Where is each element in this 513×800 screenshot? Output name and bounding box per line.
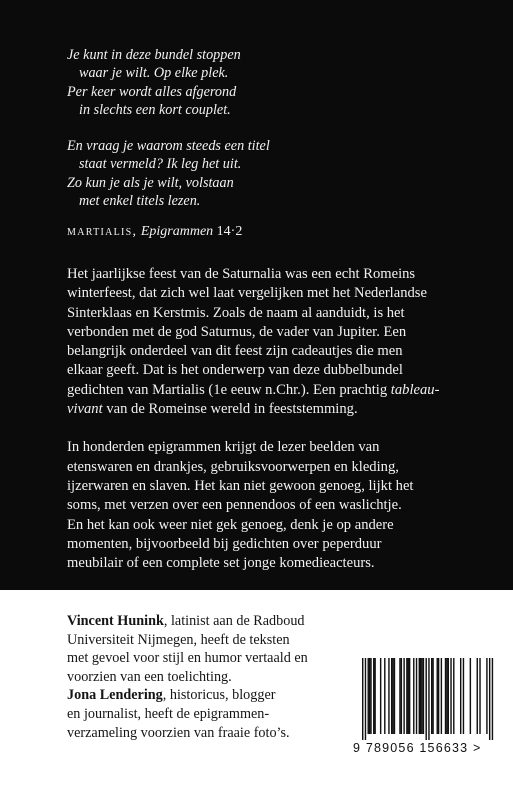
barcode-bar bbox=[399, 658, 400, 734]
barcode-bar bbox=[428, 658, 429, 740]
bio-line: verzameling voorzien van fraaie foto’s. bbox=[67, 724, 290, 741]
barcode-bar bbox=[370, 658, 371, 734]
barcode-bar bbox=[406, 658, 407, 734]
isbn-number: 9 789056 156633 > bbox=[353, 741, 482, 755]
barcode-bar bbox=[432, 658, 433, 734]
barcode-bar bbox=[486, 658, 487, 734]
barcode-bar bbox=[477, 658, 478, 734]
barcode-bar bbox=[416, 658, 417, 734]
barcode-bar bbox=[445, 658, 446, 734]
description-line: meubilair of een complete set jonge komedieacteurs. bbox=[67, 555, 375, 572]
bio-line: voorzien van een toelichting. bbox=[67, 668, 232, 685]
epigram-poem bbox=[67, 46, 270, 242]
poem-line: met enkel titels lezen. bbox=[79, 193, 201, 210]
bio-line bbox=[67, 612, 308, 631]
photographer-name: Jona Lendering bbox=[67, 687, 163, 704]
barcode-bar bbox=[423, 658, 424, 734]
poem-line: Per keer wordt alles afgerond bbox=[67, 83, 237, 100]
barcode-bar bbox=[394, 658, 395, 734]
barcode-bar bbox=[450, 658, 451, 734]
description-line: elkaar geeft. Dat is het onderwerp van deze dubbelbundel bbox=[67, 362, 403, 379]
barcode-bars bbox=[362, 658, 494, 740]
attribution-author: martialis, bbox=[67, 224, 138, 240]
barcode-bar bbox=[470, 658, 471, 734]
description-line: winterfeest, dat zich wel laat vergelijken met het Nederlandse bbox=[67, 285, 427, 302]
barcode-bar bbox=[368, 658, 369, 734]
barcode-bar bbox=[448, 658, 449, 734]
bio-text: , latinist aan de Radboud bbox=[163, 613, 305, 629]
barcode-bar bbox=[408, 658, 409, 734]
barcode-bar bbox=[392, 658, 393, 734]
barcode-bar bbox=[388, 658, 389, 734]
bio-line: en journalist, heeft de epigrammen- bbox=[67, 705, 270, 722]
description-line: etenswaren en drankjes, gebruiksvoorwerpen en kleding, bbox=[67, 458, 399, 475]
book-description bbox=[67, 265, 487, 573]
barcode-bar bbox=[391, 658, 392, 734]
description-line: momenten, bijvoorbeeld bij gedichten over peperduur bbox=[67, 535, 382, 552]
barcode-bar bbox=[441, 658, 442, 734]
barcode-bar bbox=[401, 658, 402, 734]
barcode-bar bbox=[437, 658, 438, 734]
isbn-barcode bbox=[353, 658, 503, 760]
barcode-bar bbox=[420, 658, 421, 734]
description-paragraph-2 bbox=[67, 438, 487, 573]
bio-text: , historicus, blogger bbox=[162, 687, 276, 704]
barcode-bar bbox=[409, 658, 410, 734]
barcode-bar bbox=[421, 658, 422, 734]
poem-attribution bbox=[67, 223, 270, 241]
barcode-bar bbox=[463, 658, 464, 734]
poem-line: Zo kun je als je wilt, volstaan bbox=[67, 174, 234, 191]
description-line: In honderden epigrammen krijgt de lezer beelden van bbox=[67, 439, 380, 456]
contributors-bio bbox=[67, 612, 308, 742]
barcode-bar bbox=[374, 658, 375, 734]
back-cover-white-panel bbox=[0, 590, 513, 800]
poem-line: En vraag je waarom steeds een titel bbox=[67, 138, 270, 155]
poem-stanza-1 bbox=[67, 46, 270, 119]
barcode-bar bbox=[362, 658, 363, 740]
barcode-bar bbox=[425, 658, 426, 740]
poem-line: staat vermeld? Ik leg het uit. bbox=[79, 156, 242, 173]
barcode-bar bbox=[403, 658, 404, 734]
description-line: belangrijk onderdeel van dit feest zijn cadeautjes die men bbox=[67, 343, 403, 360]
description-paragraph-1 bbox=[67, 265, 487, 419]
description-italic: vivant bbox=[67, 401, 103, 418]
description-line: verbonden met de god Saturnus, de vader van Jupiter. Een bbox=[67, 323, 407, 340]
barcode-bar bbox=[438, 658, 439, 734]
barcode-bar bbox=[479, 658, 480, 734]
poem-line: waar je wilt. Op elke plek. bbox=[79, 65, 229, 82]
description-line bbox=[67, 400, 487, 419]
poem-line: Je kunt in deze bundel stoppen bbox=[67, 47, 241, 63]
description-line: Sinterklaas en Kerstmis. Zoals de naam al aanduidt, is het bbox=[67, 304, 405, 321]
barcode-bar bbox=[384, 658, 385, 734]
barcode-bar bbox=[446, 658, 447, 734]
barcode-bar bbox=[413, 658, 414, 734]
barcode-bar bbox=[419, 658, 420, 734]
description-line bbox=[67, 381, 487, 400]
translator-name: Vincent Hunink bbox=[67, 613, 164, 629]
barcode-bar bbox=[373, 658, 374, 734]
barcode-bar bbox=[365, 658, 366, 740]
barcode-bar bbox=[489, 658, 490, 740]
barcode-bar bbox=[453, 658, 454, 734]
bio-line: Universiteit Nijmegen, heeft de teksten bbox=[67, 631, 290, 648]
attribution-reference: 14·2 bbox=[216, 224, 243, 240]
description-line: ijzerwaren en slaven. Het kan niet gewoon genoeg, lijkt het bbox=[67, 477, 414, 494]
barcode-bar bbox=[380, 658, 381, 734]
bio-line bbox=[67, 686, 308, 705]
bio-line: met gevoel voor stijl en humor vertaald en bbox=[67, 650, 308, 667]
barcode-bar bbox=[369, 658, 370, 734]
description-text: gedichten van Martialis (1e eeuw n.Chr.). Een prachtig bbox=[67, 381, 391, 398]
barcode-bar bbox=[492, 658, 493, 740]
barcode-bar bbox=[460, 658, 461, 734]
poem-line: in slechts een kort couplet. bbox=[79, 101, 231, 118]
attribution-work: Epigrammen bbox=[140, 224, 214, 240]
description-text: van de Romeinse wereld in feeststemming. bbox=[102, 401, 358, 418]
poem-stanza-2 bbox=[67, 137, 270, 210]
barcode-bar bbox=[431, 658, 432, 734]
description-line: En het kan ook weer niet gek genoeg, denk je op andere bbox=[67, 516, 394, 533]
description-line: soms, met verzen over een pennendoos of een waslichtje. bbox=[67, 497, 402, 514]
description-italic: tableau- bbox=[390, 381, 440, 398]
description-line: Het jaarlijkse feest van de Saturnalia was een echt Romeins bbox=[67, 266, 416, 282]
